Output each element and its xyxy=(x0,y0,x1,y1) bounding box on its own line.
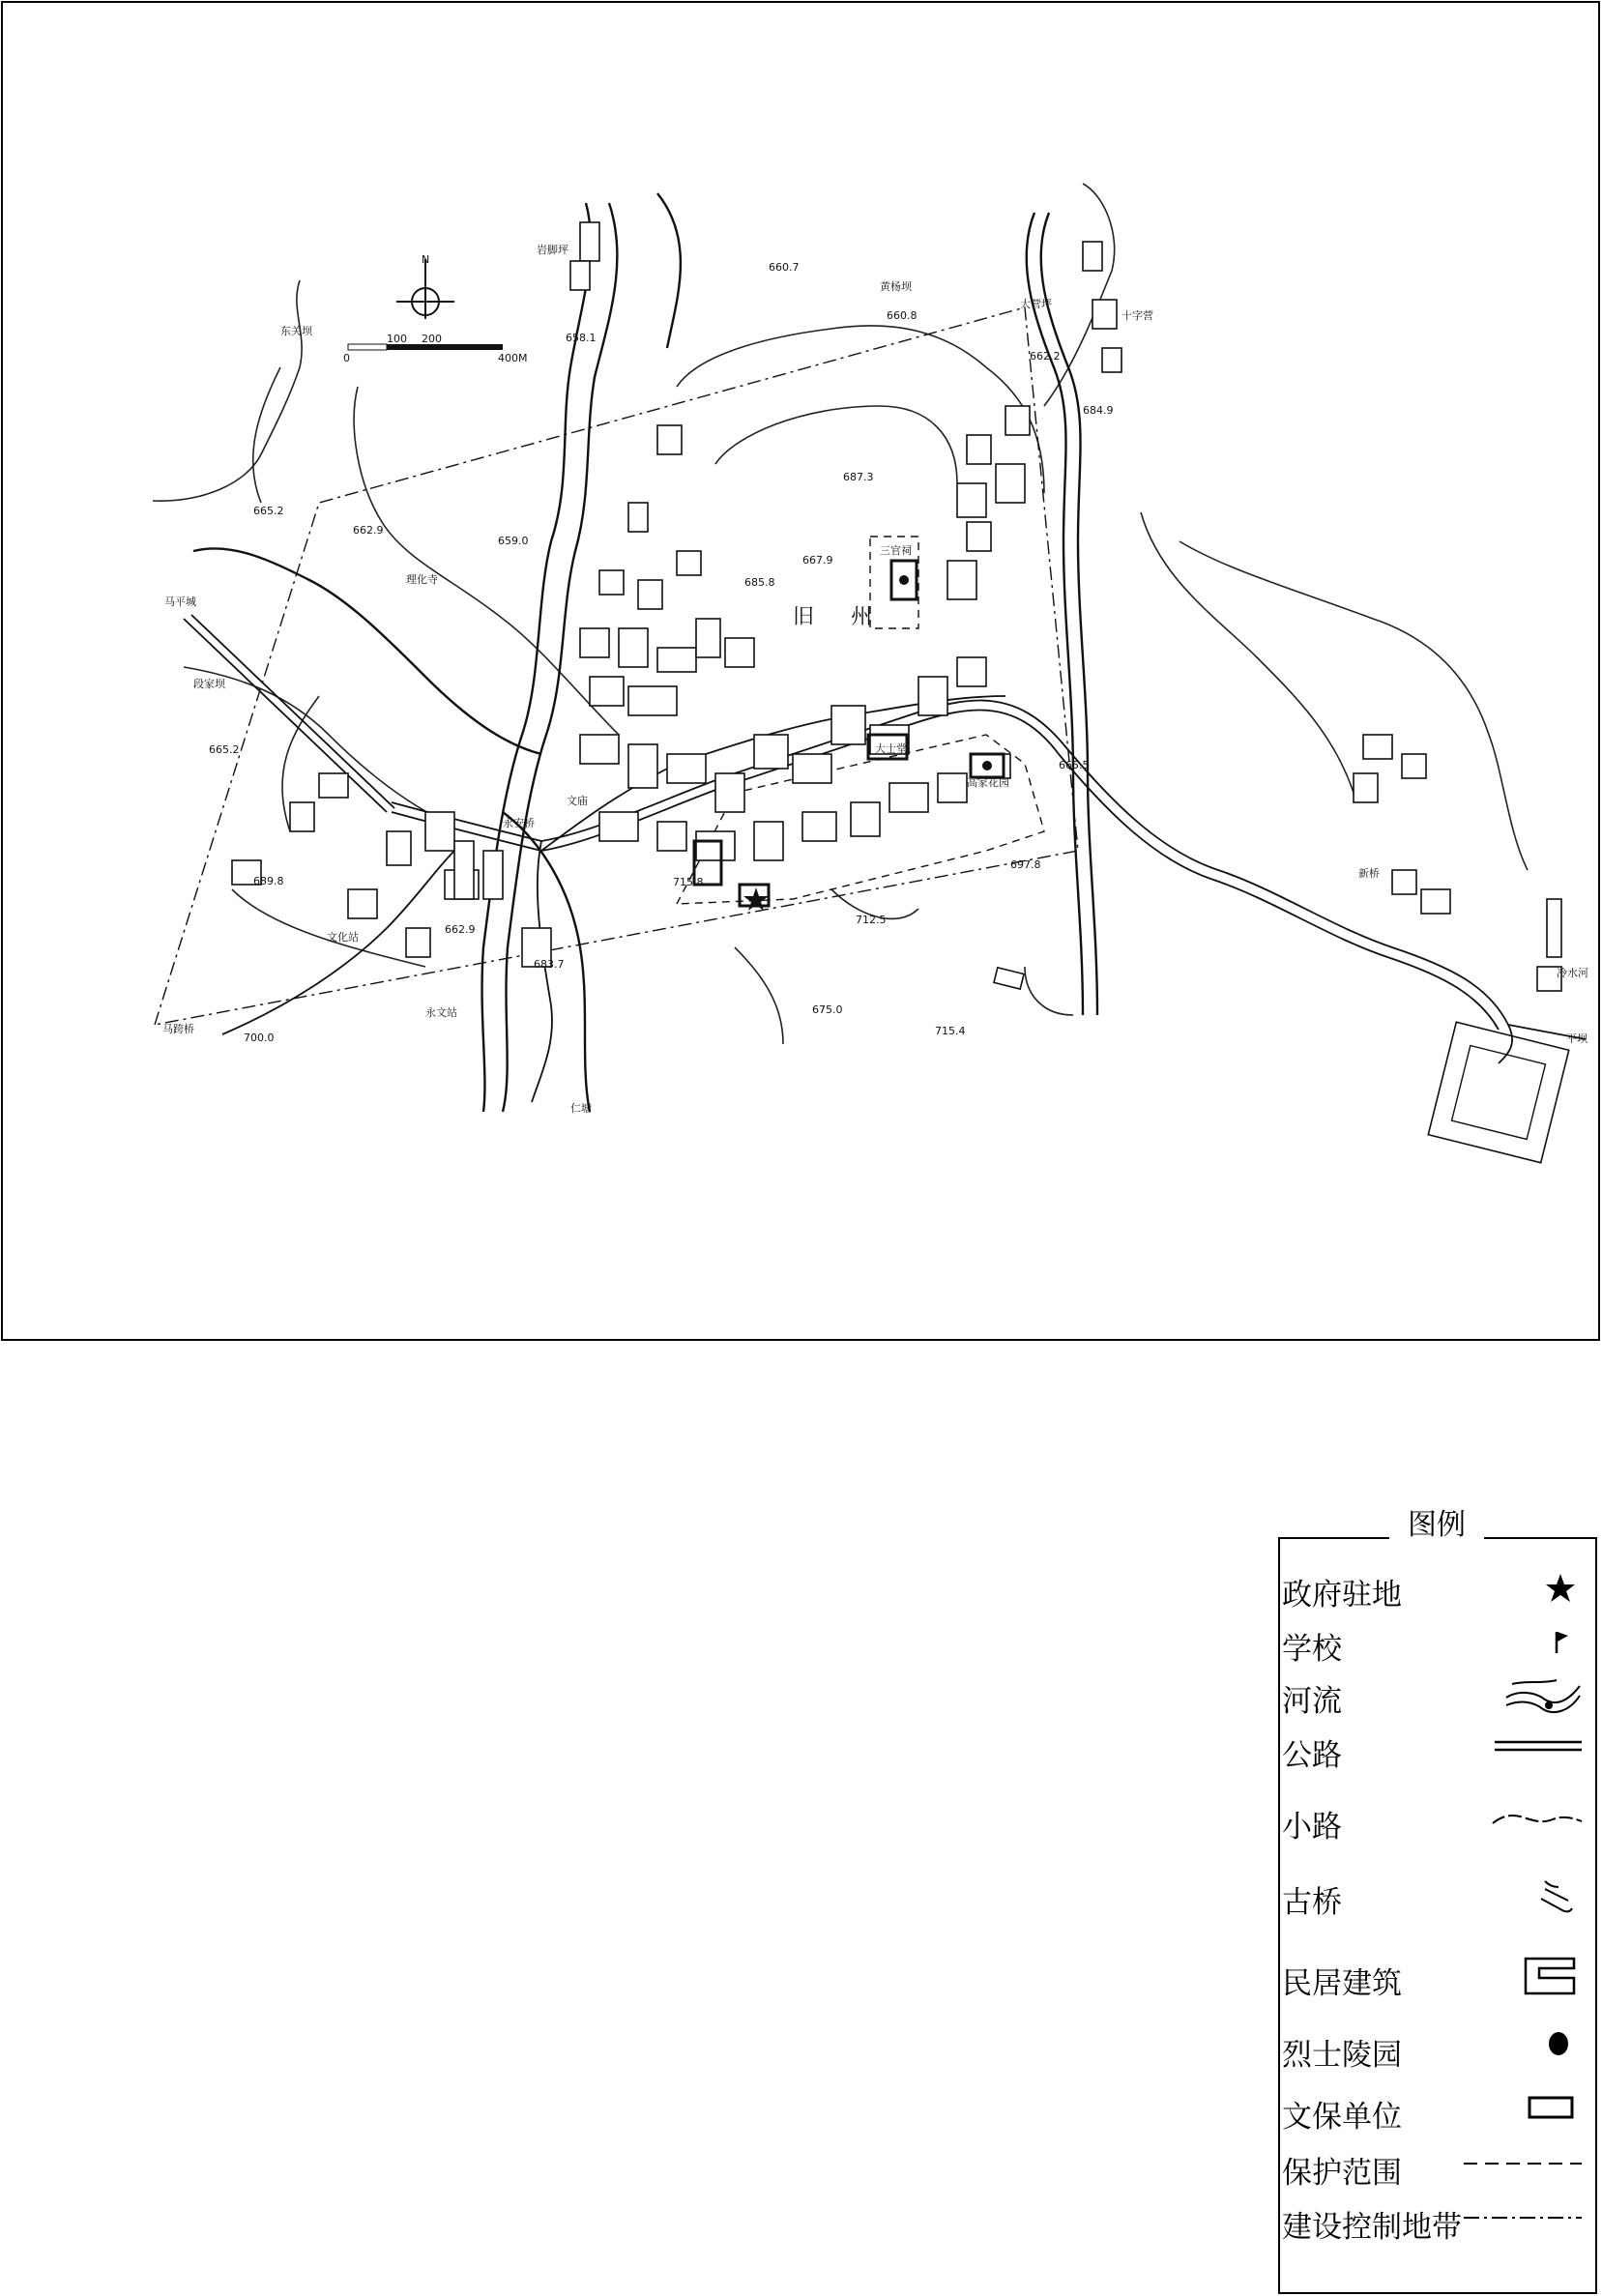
place-label: 十字营 xyxy=(1121,309,1153,322)
river-icon xyxy=(1499,1671,1586,1719)
legend-label: 学校 xyxy=(1282,1632,1342,1667)
protection-line-icon xyxy=(1460,2142,1586,2185)
protection-range-bridge xyxy=(1428,1022,1568,1162)
elevation-label: 683.7 xyxy=(534,958,565,971)
elevation-label: 712.5 xyxy=(856,914,887,926)
legend-item-school xyxy=(1282,1618,1591,1665)
legend-item-heritage xyxy=(1282,2086,1591,2133)
star-icon xyxy=(1528,1564,1586,1607)
legend-item-government xyxy=(1282,1564,1591,1611)
place-label: 文化站 xyxy=(327,931,359,944)
place-label: 平坝 xyxy=(1566,1032,1587,1045)
legend-item-old-bridge xyxy=(1282,1872,1591,1918)
heritage-icon xyxy=(1518,2086,1586,2129)
scale-tick-100: 100 xyxy=(387,333,407,345)
place-label: 文庙 xyxy=(567,795,588,807)
place-label: 仁塘 xyxy=(570,1102,592,1115)
legend-item-protection xyxy=(1282,2142,1591,2189)
elevation-label: 665.5 xyxy=(1059,759,1090,771)
legend-label: 民居建筑 xyxy=(1282,1966,1402,2001)
elevation-label: 662.2 xyxy=(1030,350,1061,363)
school-flag-icon xyxy=(1528,1618,1586,1661)
place-label: 大营坪 xyxy=(1020,298,1052,310)
scale-tick-0: 0 xyxy=(343,352,350,364)
elevation-label: 685.8 xyxy=(744,576,775,589)
place-label: 段家坝 xyxy=(193,678,225,690)
residence-icon xyxy=(1518,1953,1586,2001)
place-label: 理化寺 xyxy=(406,573,438,586)
place-label: 冷水河 xyxy=(1557,967,1588,979)
place-label: 东关坝 xyxy=(280,325,312,337)
place-label: 大士堂 xyxy=(875,742,907,755)
legend-item-river xyxy=(1282,1671,1591,1717)
highway-icon xyxy=(1489,1725,1586,1767)
legend-item-control xyxy=(1282,2196,1591,2243)
elevation-label: 660.8 xyxy=(887,309,918,322)
legend-label: 小路 xyxy=(1282,1810,1342,1845)
legend-item-cemetery xyxy=(1282,2024,1591,2071)
scale-bar xyxy=(343,253,528,364)
place-label: 马平城 xyxy=(164,596,196,608)
elevation-label: 715.4 xyxy=(935,1025,966,1037)
elevation-label: 700.0 xyxy=(244,1032,275,1044)
place-label: 岩脚坪 xyxy=(537,244,568,256)
legend-label: 文保单位 xyxy=(1282,2100,1402,2135)
legend-item-path xyxy=(1282,1796,1591,1843)
elevation-label: 665.2 xyxy=(209,743,240,756)
construction-control-zone xyxy=(155,307,1078,1025)
legend-item-highway xyxy=(1282,1725,1591,1771)
elevation-label: 687.3 xyxy=(843,471,874,483)
legend-label: 政府驻地 xyxy=(1282,1578,1402,1613)
town-title-char-2: 州 xyxy=(851,605,873,629)
place-label: 马跨桥 xyxy=(162,1023,194,1035)
north-label: N xyxy=(422,253,430,266)
old-bridge-icon xyxy=(1528,1872,1586,1920)
elevation-label: 697.8 xyxy=(1010,858,1041,871)
place-label: 新桥 xyxy=(1358,867,1380,880)
legend-label: 公路 xyxy=(1282,1738,1342,1773)
elevation-label: 689.8 xyxy=(253,875,284,887)
scale-tick-200: 200 xyxy=(422,333,442,345)
elevation-label: 665.2 xyxy=(253,505,284,517)
elevation-label: 675.0 xyxy=(812,1003,843,1016)
legend-label: 河流 xyxy=(1282,1684,1342,1719)
legend-title: 图例 xyxy=(1408,1508,1466,1542)
elevation-label: 667.9 xyxy=(802,554,833,567)
elevation-label: 658.1 xyxy=(566,332,597,344)
legend-label: 烈士陵园 xyxy=(1282,2038,1402,2073)
elevation-label: 715.8 xyxy=(673,876,704,888)
elevation-label: 660.7 xyxy=(769,261,800,274)
elevation-label: 662.9 xyxy=(353,524,384,537)
protection-inner xyxy=(1452,1046,1546,1140)
place-label: 三官祠 xyxy=(880,544,912,557)
elevation-label: 662.9 xyxy=(445,923,476,936)
town-title-char-1: 旧 xyxy=(793,605,815,629)
legend-label: 保护范围 xyxy=(1282,2156,1402,2191)
place-label: 永安桥 xyxy=(503,817,535,829)
place-label: 黄杨坝 xyxy=(880,280,912,293)
legend-label: 古桥 xyxy=(1282,1885,1342,1920)
place-label: 高家花园 xyxy=(967,776,1009,789)
scale-tick-400: 400M xyxy=(498,352,528,364)
legend-label: 建设控制地带 xyxy=(1282,2210,1462,2245)
path-icon xyxy=(1489,1796,1586,1839)
elevation-label: 659.0 xyxy=(498,535,529,547)
place-label: 永文站 xyxy=(425,1006,457,1019)
cemetery-icon xyxy=(1528,2024,1586,2067)
control-line-icon xyxy=(1460,2196,1586,2239)
legend-item-residence xyxy=(1282,1953,1591,1999)
elevation-label: 684.9 xyxy=(1083,404,1114,417)
place-labels xyxy=(162,243,1588,1115)
